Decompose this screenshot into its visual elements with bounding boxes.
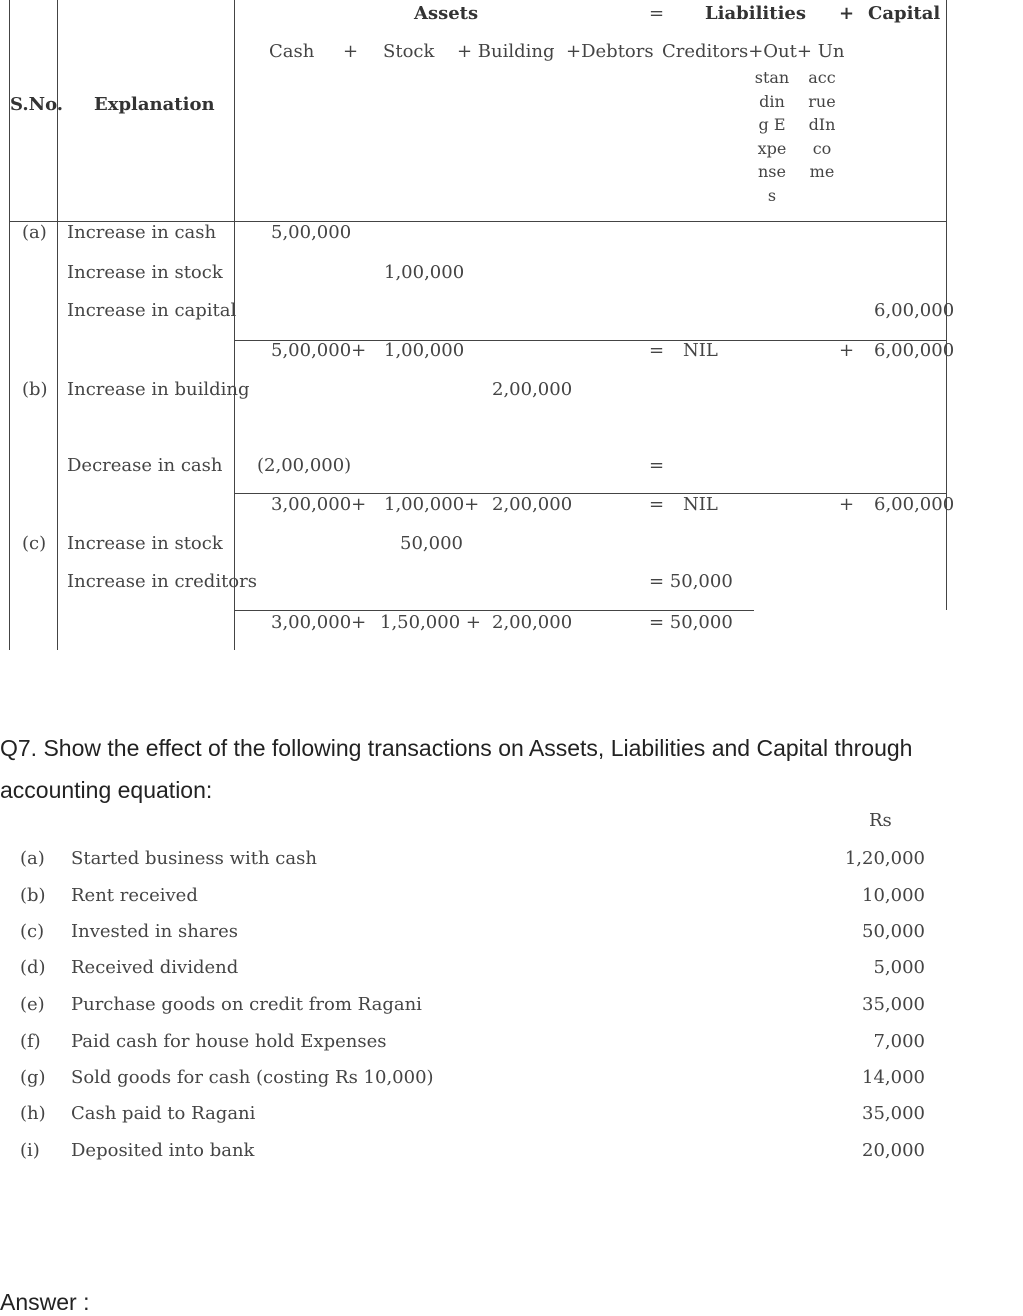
row-label-c: (c)	[22, 533, 47, 554]
explanation-heading: Explanation	[94, 94, 215, 115]
col-creditors-heading: Creditors+Out+ Un	[662, 41, 845, 62]
col-outstanding-expenses-heading: stan din g E xpe nse s	[754, 68, 790, 205]
row-c2-creditors: = 50,000	[649, 571, 733, 592]
list-item-amount: 7,000	[873, 1031, 925, 1052]
list-item-text: Started business with cash	[71, 848, 317, 869]
row-b2-explanation: Decrease in cash	[67, 455, 223, 476]
total-b-plus: +	[839, 494, 855, 515]
total-b-liabilities: NIL	[683, 494, 718, 515]
row-a2-stock: 1,00,000	[384, 262, 465, 283]
list-item	[0, 885, 1023, 915]
total-a-liabilities: NIL	[683, 340, 718, 361]
list-item-text: Cash paid to Ragani	[71, 1103, 256, 1124]
question-7	[0, 727, 1023, 811]
list-item	[0, 921, 1023, 951]
col-plus-heading: +	[343, 41, 359, 62]
total-b-equals: =	[649, 494, 665, 515]
total-a-stock: 1,00,000	[384, 340, 465, 361]
list-item-label: (e)	[20, 994, 45, 1015]
total-b-cash: 3,00,000+	[271, 494, 367, 515]
list-item-label: (b)	[20, 885, 46, 906]
row-label-b: (b)	[22, 379, 48, 400]
row-c2-explanation: Increase in creditors	[67, 571, 257, 592]
row-a3-capital: 6,00,000	[874, 300, 955, 321]
list-item-label: (h)	[20, 1103, 46, 1124]
row-a1-cash: 5,00,000	[271, 222, 352, 243]
list-item-amount: 14,000	[862, 1067, 925, 1088]
liabilities-heading: Liabilities	[705, 3, 806, 24]
total-a-capital: 6,00,000	[874, 340, 955, 361]
list-item-text: Received dividend	[71, 957, 239, 978]
table-divider-explanation	[234, 0, 235, 650]
list-item	[0, 1031, 1023, 1061]
row-b1-explanation: Increase in building	[67, 379, 250, 400]
list-item-amount: 1,20,000	[844, 848, 925, 869]
list-item	[0, 848, 1023, 878]
list-item-amount: 20,000	[862, 1140, 925, 1161]
list-item-text: Sold goods for cash (costing Rs 10,000)	[71, 1067, 434, 1088]
answer-label: Answer :	[0, 1289, 90, 1315]
total-c-creditors: = 50,000	[649, 612, 733, 633]
total-b-building: 2,00,000	[492, 494, 573, 515]
capital-heading: Capital	[868, 3, 941, 24]
list-item-text: Rent received	[71, 885, 198, 906]
row-c1-explanation: Increase in stock	[67, 533, 223, 554]
list-item-text: Invested in shares	[71, 921, 239, 942]
list-item	[0, 957, 1023, 987]
accounting-equation-table	[0, 0, 1023, 655]
row-a1-explanation: Increase in cash	[67, 222, 217, 243]
list-item-amount: 35,000	[862, 1103, 925, 1124]
col-stock-heading: Stock	[383, 41, 435, 62]
question-text-line-1: Q7. Show the effect of the following transactions on Assets, Liabilities and Capital through	[0, 735, 913, 761]
row-b2-equals: =	[649, 455, 665, 476]
col-cash-heading: Cash	[269, 41, 315, 62]
assets-heading: Assets	[414, 3, 479, 24]
list-item-text: Deposited into bank	[71, 1140, 255, 1161]
list-item-label: (f)	[20, 1031, 41, 1052]
row-a3-explanation: Increase in capital	[67, 300, 237, 321]
row-a2-explanation: Increase in stock	[67, 262, 223, 283]
list-item-label: (g)	[20, 1067, 46, 1088]
question-text-line-2: accounting equation:	[0, 777, 213, 803]
list-item-text: Paid cash for house hold Expenses	[71, 1031, 387, 1052]
total-c-cash: 3,00,000+	[271, 612, 367, 633]
total-a-cash: 5,00,000+	[271, 340, 367, 361]
list-item	[0, 1103, 1023, 1133]
row-label-a: (a)	[22, 222, 47, 243]
list-item	[0, 1067, 1023, 1097]
list-item-label: (c)	[20, 921, 45, 942]
total-rule-c	[234, 610, 754, 611]
list-item-label: (d)	[20, 957, 46, 978]
row-c1-stock: 50,000	[400, 533, 463, 554]
list-item-label: (a)	[20, 848, 45, 869]
list-item-amount: 5,000	[873, 957, 925, 978]
list-item-text: Purchase goods on credit from Ragani	[71, 994, 422, 1015]
total-a-plus: +	[839, 340, 855, 361]
total-c-building: 2,00,000	[492, 612, 573, 633]
col-debtors-heading: +Debtors	[566, 41, 654, 62]
total-c-stock: 1,50,000 +	[380, 612, 481, 633]
header-plus-sign: +	[839, 3, 855, 24]
col-unaccrued-income-heading: acc rue dIn co me	[808, 68, 836, 181]
currency-header: Rs	[869, 810, 892, 831]
row-b2-cash: (2,00,000)	[257, 455, 352, 476]
total-a-equals: =	[649, 340, 665, 361]
total-b-capital: 6,00,000	[874, 494, 955, 515]
row-b1-building: 2,00,000	[492, 379, 573, 400]
col-building-heading: + Building	[457, 41, 555, 62]
list-item-label: (i)	[20, 1140, 40, 1161]
list-item-amount: 10,000	[862, 885, 925, 906]
list-item-amount: 35,000	[862, 994, 925, 1015]
list-item	[0, 994, 1023, 1024]
header-equals-sign: =	[649, 3, 665, 24]
sno-heading: S.No.	[10, 94, 64, 115]
list-item	[0, 1140, 1023, 1170]
total-b-stock: 1,00,000+	[384, 494, 480, 515]
list-item-amount: 50,000	[862, 921, 925, 942]
